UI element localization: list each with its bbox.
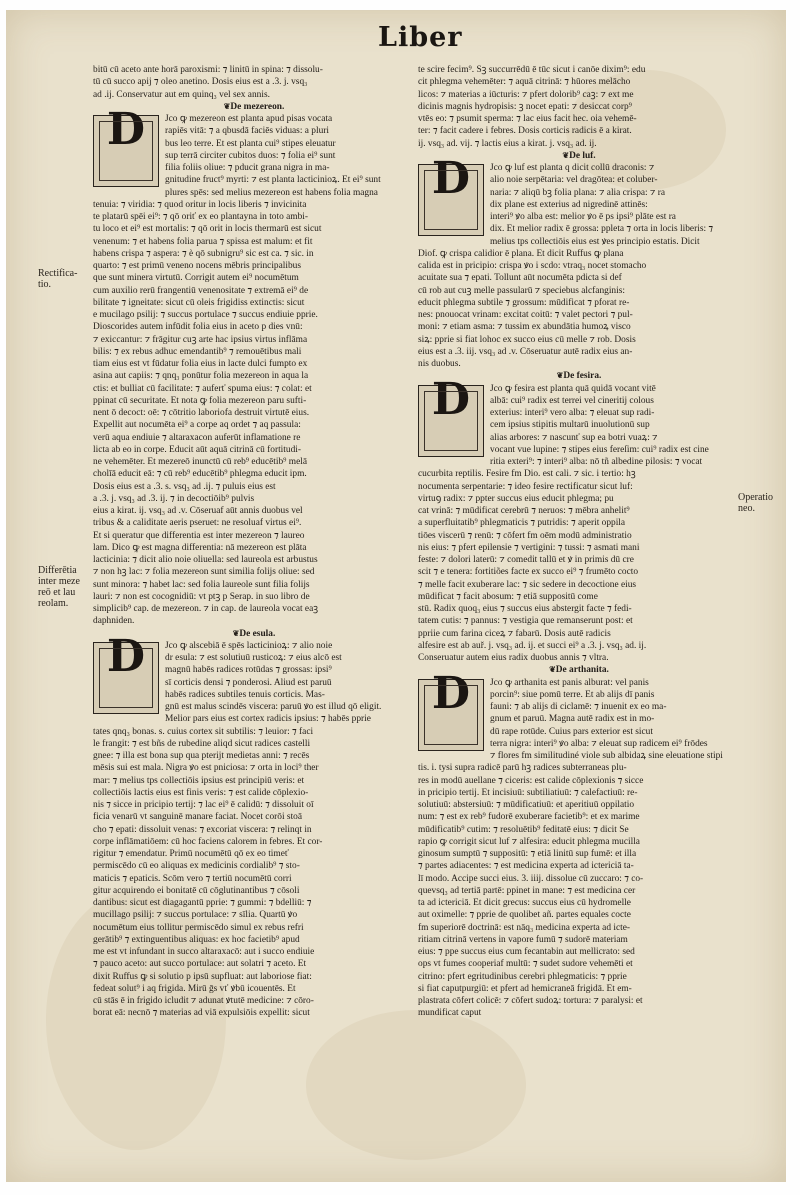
text-line: plastrata cōfert colicē: ⁊ cōfert sudoꝝ: tortura: ⁊ paralysi: et [418,996,643,1006]
text-line: sunt minora: ⁊ habet lac: sed folia laureole sunt filia folijs [93,579,310,590]
text-line: lam. Dico ꝙ est magna differentia: nā mezereon est plāta [93,542,307,553]
text-line: dr esula: ⁊ est solutiuū rusticoꝝ: ⁊ eius alcō est [165,653,342,663]
text-line: borat eā: necnō ⁊ materias ad viā expulsiōis expellit: sicut [93,1008,310,1019]
text-line: eius est a .3. iij. vsq₃ ad .v. Cōseruatur autē radix eius an- [418,346,633,357]
text-line: habens crispa ⁊ aspera: ⁊ è qō subnigru⁹ sic est ca. ⁊ sic. in [93,248,314,259]
text-line: si fiat caputpurgiū: et pfert ad hemicraneā frigidā. Et em- [418,983,632,994]
text-line: ritia exteri⁹: ⁊ interi⁹ alba: nō tñ albedine pilosis: ⁊ vocat [490,457,703,467]
section-heading-luf: ❦ De luf. [418,150,740,162]
text-line: lauri: ⁊ non est cocognidiū: vt ptꝫ p Serap. in suo libro de [93,591,310,602]
section-heading-mezereon: ❦ De mezereon. [93,101,415,113]
decorated-initial: D [93,642,159,714]
text-line: fm superiorē doctrinā: est nāq₃ medicina experta ad icte- [418,922,631,933]
text-line: feste: ⁊ dolori laterū: ⁊ comedit tallū et ꝟ in primis dū cre [418,555,634,565]
text-line: fauni: ⁊ ab alijs di ciclamē: ⁊ inuenit ex eo ma- [490,702,667,712]
text-line: siꝝ: pprie si fiat lohoc ex succo eius cū melle ⁊ rob. Dosis [418,334,636,345]
text-line: maticis ⁊ epaticis. Scōm vero ⁊ tertiū nocumētū corri [93,873,292,884]
text-line: tribus & a caliditate aeris pseruet: ne resoluaf virtus ei⁹. [93,518,302,529]
text-line: gnū est malus scindēs viscera: paruū ꝟo est illud qō eligit. [165,702,382,712]
text-line: cat vrinā: ⁊ mūdificat cerebrū ⁊ neruos: ⁊ mēbra anhelit⁹ [418,506,630,516]
text-line: bitū cū aceto ante horā paroxismi: ⁊ linitū in spina: ⁊ dissolu- [93,65,323,75]
text-line: mūdificatib⁹ cutim: ⁊ resoluētib⁹ feditatē eius: ⁊ dicit Se [418,824,629,835]
text-line: ctis: et bulliat cū facilitate: ⁊ auferť spuma eius: ⁊ colat: et [93,383,312,394]
section-text-mezereon [93,113,415,628]
text-line: terra nigra: interi⁹ ꝟo alba: ⁊ eleuat sup radicem ei⁹ frōdes [490,738,708,749]
text-line: le frangit: ⁊ est bñs de rubedine aliqd sicut radices castelli [93,738,311,749]
text-line: eius: ⁊ ppe succus eius cum fecantabin aut mellicrato: sed [418,947,635,957]
decorated-initial: D [418,164,484,236]
running-title: Liber [378,22,463,53]
text-line: cem ipsius stipitis multarū inuolutionū sup [490,420,650,431]
text-line: in pricipio tertij. Et incisiuū: subtiliatiuū: ⁊ calefactiuū: re- [418,787,638,798]
text-line: ⁊ pauco aceto: aut succo portulace: aut solatri ⁊ aceto. Et [93,959,307,970]
text-line: magnū habēs radices rotūdas ⁊ grossas: ipsi⁹ [165,665,332,676]
text-line: venenum: ⁊ et habens folia parua ⁊ spissa est malum: et fit [93,236,313,247]
text-line: res in modū auellane ⁊ ciceris: est calide cōplexionis ⁊ sicce [418,775,644,786]
text-line: citrino: pfert egritudinibus cerebri phlegmaticis: ⁊ pprie [418,971,627,982]
text-line: Dosis eius est a .3. s. vsq₃ ad .ij. ⁊ puluis eius est [93,481,276,492]
text-line: ij. vsq₃ ad. vij. ⁊ lactis eius a kirat. j. vsq₃ ad. ij. [418,138,597,149]
text-line: nocumenta serpentarie: ⁊ ideo fesire rectificatur sicut luf: [418,481,633,492]
decorated-initial: D [418,679,484,751]
text-line: ops vt fumes cooperiaf multū: ⁊ sudet sudore vehemēti et [418,959,633,970]
text-line: cū rob aut cuꝫ melle passularū ⁊ speciebus alcfanginis: [418,285,625,296]
text-line: aut oximelle: ⁊ pprie de quolibet añ. partes equales cocte [418,910,631,921]
text-line: ficia venarū vt sanguinē manare faciat. Nocet corōi stoā [93,812,303,823]
text-line: gerātib⁹ ⁊ extinguentibus aliquas: ex hoc facietib⁹ apud [93,934,300,945]
text-line: dix plane est exterius ad nigredinē attinēs: [490,199,648,210]
text-line: virtuꝯ radix: ⁊ ppter succus eius educit phlegma; pu [418,493,614,504]
text-line: ⁊ partes adiacentes: ⁊ est medicina experta ad ictericiā ta- [418,861,634,872]
text-line: tenuia: ⁊ viridia: ⁊ quod oritur in locis liberis ⁊ invicinita [93,199,307,210]
text-line: dix. Et melior radix ē grossa: ppleta ⁊ orta in locis liberis: ⁊ [490,224,714,235]
text-line: naria: ⁊ aliqū bꝫ folia plana: ⁊ alia crispa: ⁊ ra [490,187,665,198]
text-line: dixit Ruffus ꝙ si solutio p ipsū supfluat: aut laboriose fiat: [93,971,312,982]
text-line: permiscēdo cū eo aliquas ex medicinis cordialib⁹ ⁊ sto- [93,861,300,872]
text-line: tū cū succo apij ⁊ oleo anetino. Dosis eius est a .3. j. vsq₃ [93,77,308,88]
text-line: simplicib⁹ cap. de mezereon. ⁊ in cap. de laureola vocat eaꝫ [93,604,319,614]
decorated-initial: D [93,115,159,187]
text-line: cholīā educit eā: ⁊ cū reb⁹ educētib⁹ phlegma educit ipm. [93,469,307,480]
text-line: mēsis sui est mala. Nigra ꝟo est pniciosa: ⁊ orta in loci⁹ ther [93,763,319,774]
text-line: bus leo terre. Et est planta cui⁹ stipes eleuatur [165,138,336,149]
text-line: Jco ꝙ fesira est planta quā quidā vocant vitē [490,383,656,394]
text-line: num: ⁊ est ex reb⁹ fudorē exuberare facietib⁹: et ex marime [418,812,640,823]
text-line: ter: ⁊ facit cadere i febres. Dosis corticis radicis ē a kirat. [418,126,632,137]
text-line: tiam eius est vt fūdatur folia eius in lacte dulci fumpto ex [93,359,308,369]
text-line: Jco ꝙ luf est planta q dicit collū draconis: ⁊ [490,163,655,173]
text-line: gnum et paruū. Magna autē radix est in mo- [490,714,655,725]
text-line: bilitate ⁊ igneitate: sicut cū oleis frigidiss extinctis: sicut [93,297,305,308]
section-heading-esula: ❦ De esula. [93,628,415,640]
text-line: Et si queratur que differentia est inter mezereon ⁊ laureo [93,530,305,541]
text-line: ritiam citrinā vertens in vapore fumū ⁊ sudorē materiam [418,934,628,945]
text-line: melius tps collectiōis eius est ꝟes principio estatis. Dicit [490,236,700,247]
text-line: alio noie serpētaria: vel dragōtea: et coluber- [490,175,658,186]
text-line: Expellit aut nocumēta ei⁹ a corpe aq ordet ⁊ aq passula: [93,420,301,431]
text-line: cho ⁊ epati: dissoluit venas: ⁊ excoriat viscera: ⁊ relinqt in [93,824,312,835]
text-line: Melior pars eius est cortex radicis ipsius: ⁊ habēs pprie [165,714,371,725]
section-heading-fesira: ❦ De fesira. [418,370,740,382]
left-column [93,64,415,1020]
text-line: stū. Radix quoq₃ eius ⁊ succus eius abstergit facte ⁊ fedi- [418,604,632,614]
text-line: filia foliis oliue: ⁊ pducit grana nigra in ma- [165,163,330,173]
text-line: vtēs eo: ⁊ psumit sperma: ⁊ lac eius facit hec. oia vehemē- [418,114,637,124]
text-line: collectiōis lactis eius est finis veris: ⁊ est calide cōplexio- [93,787,309,798]
text-line: te scire fecim⁹. Sꝫ succurrēdū ē tūc sicut i canōe dixim⁹: edu [418,65,646,75]
text-line: tates qnq₃ bonas. s. cuius cortex sit subtilis: ⁊ leuior: ⁊ faci [93,726,314,737]
text-line: bilis: ⁊ ex rebus adhuc emendantib⁹ ⁊ remouētibus mali [93,346,302,357]
text-line: ta ad ictericiā. Et dicit grecus: succus eius cū hydromelle [418,898,631,908]
text-line: nis ⁊ sicce in pricipio tertij: ⁊ lac ei⁹ ē calidū: ⁊ dissoluit oī [93,800,314,810]
text-line: dū rape rotūde. Cuius pars exterior est sicut [490,726,653,737]
text-line: e mucilago psilij: ⁊ succus portulace ⁊ succus endiuie pprie. [93,310,318,320]
text-line: lī modo. Accipe succi eius. 3. iiij. dissolue cū zuccaro: ⁊ co- [418,873,644,884]
text-line: ⁊ exiccantur: ⁊ frāgitur cuꝫ arte hac ipsius virtus inflāma [93,334,308,345]
text-line: nes: pnouocat vrinam: excitat coitū: ⁊ valet pectori ⁊ pul- [418,310,633,320]
text-line: tiōes viscerū ⁊ renū: ⁊ cōfert fm oēm modū administratio [418,530,632,541]
text-line: cum auxilio rerū frangentiū venenositate ⁊ extremā ei⁹ de [93,285,309,296]
text-line: rapiēs vitā: ⁊ a qbusdā faciēs viduas: a pluri [165,126,329,137]
text-line: cit phlegma vehemēter: ⁊ aquā citrinā: ⁊ hūores melācho [418,77,631,88]
text-line: mundificat caput [418,1008,482,1019]
text-line: ppinat cū securitate. Et nota ꝙ folia mezereon paru sufti- [93,395,307,406]
text-line: asina aut capiis: ⁊ qnq₃ ponūtur folia mezereon in aqua la [93,371,309,382]
text-line: tatem cutis: ⁊ pannus: ⁊ vestigia que remanserunt post: et [418,616,633,627]
text-line: tu loco et ei⁹ est mortalis: ⁊ qō orit in locis thermarū est sicut [93,224,322,235]
text-line: a superfluitatib⁹ phlegmaticis ⁊ putridis: ⁊ aperit oppila [418,518,626,529]
section-heading-arthanita: ❦ De arthanita. [418,664,740,676]
text-line: ⁊ melle facit exuberare lac: ⁊ sic sedere in decoctione eius [418,579,637,590]
text-line: dantibus: sicut est diagagantū pprie: ⁊ gummi: ⁊ bdelliū: ⁊ [93,898,312,908]
right-intro-text [418,64,740,150]
text-line: Dioscorides autem infūdit folia eius in aceto p dies vnū: [93,322,303,333]
text-line: porcin⁹: siue pomū terre. Et ab alijs dī panis [490,689,655,700]
text-line: rapio ꝙ corrigit sicut luf ⁊ alfesira: educit phlegma mucilla [418,836,640,847]
text-line: tis. i. tysi supra radicē parū hꝫ radices subterraneas plu- [418,763,627,774]
text-line: nis duobus. [418,359,461,369]
text-line: eius a kirat. ij. vsq₃ ad .v. Cōseruaf aūt annis duobus vel [93,506,303,516]
text-line: gnee: ⁊ illa est bona sup qua pterijt medietas anni: ⁊ recēs [93,751,310,761]
text-line: vocant vue lupine: ⁊ stipes eius fereſim: cui⁹ radix est cine [490,444,709,455]
text-line: sī corticis densi ⁊ ponderosi. Aliud est paruū [165,677,332,688]
text-line: ppriie cum farina ciceꝝ ⁊ fabarū. Dosis autē radicis [418,628,611,639]
text-line: quarto: ⁊ est primū veneno nocens mēbris principalibus [93,261,301,271]
text-line: mucillago psilij: ⁊ succus portulace: ⁊ sīlia. Quartū ꝟo [93,910,298,921]
text-line: albā: cui⁹ radix est terrei vel cineritij colous [490,395,654,406]
text-line: ne vehemēter. Et mezereō inunctū cū reb⁹ educētib⁹ melā [93,457,307,467]
text-line: Conseruatur autem eius radix duobus annis ⁊ vltra. [418,653,609,663]
text-line: cū stās ē in frigido icludit ⁊ adunat ꝟtutē medicine: ⁊ cōro- [93,996,314,1006]
text-line: que sunt minera virtutū. Corrigit autem ei⁹ nocumētum [93,273,299,284]
text-line: Diof. ꝙ crispa calidior ē plana. Et dicit Ruffus ꝙ plana [418,248,624,259]
text-line: moni: ⁊ etiam asma: ⁊ tussim ex abundātia humoꝝ visco [418,322,631,333]
text-line: alias arbores: ⁊ nascunť sup ea botri vuaꝝ: ⁊ [490,432,658,443]
text-line: Jco ꝙ alscebiā ē spēs lacticinioꝝ: ⁊ alio noie [165,640,333,651]
text-line: cucurbita reptilis. Fesire fm Dio. est cali. ⁊ sic. i tertio: hꝫ [418,469,636,480]
text-line: acuitate sua ⁊ epati. Tollunt aūt nocumēta pdicta si def [418,273,622,284]
text-line: alfesire est ab auř. j. vsq₃ ad. ij. et succi ei⁹ a .3. j. vsq₃ ad. ij. [418,640,647,651]
text-line: Jco ꝙ arthanita est panis alburat: vel panis [490,677,649,688]
text-line: a .3. j. vsq₃ ad .3. ij. ⁊ in decoctiōib⁹ pulvis [93,493,255,504]
text-line: te platarū spēi ei⁹: ⁊ qō oriť ex eo plantayna in toto ambi- [93,212,308,222]
right-column [418,64,740,1020]
text-line: me est vt infundant in succo altaraxacō: aut i succo endiuie [93,947,315,957]
text-line: gitur acquirendo ei bonitatē cū cōglutinantibus ⁊ cōsoli [93,885,300,896]
decorated-initial: D [418,385,484,457]
text-line: dicinis magnis hydropisis: ꝫ nocet epati: ⁊ desiccat corp⁹ [418,101,632,112]
text-line: Jco ꝙ mezereon est planta apud pisas vocata [165,114,333,124]
text-line: educit phlegma subtile ⁊ grossum: mūdificat ⁊ pforat re- [418,297,630,308]
text-line: verū aqua endiuie ⁊ altaraxacon auferūt inflamatione re [93,432,301,443]
text-line: lacticinia: ⁊ dicit alio noie oliuella: sed laureola est arbustus [93,555,318,565]
margin-note-operatio: Operatio neo. [738,492,773,514]
text-line: sup terrā circiter cubitos duos: ⁊ folia ei⁹ sunt [165,150,336,161]
text-line: licos: ⁊ materias a iūcturis: ⁊ pfert dolorib⁹ caꝫ: ⁊ ext me [418,89,634,100]
text-line: corpe inflāmatiōem: cū hoc faciens calorem in febres. Et cor- [93,836,323,847]
text-line: interi⁹ ꝟo alba est: melior ꝟo ē ps ipsi⁹ plāte est ra [490,212,676,222]
margin-note-rectification: Rectifica- tio. [38,268,78,290]
margin-note-differentia: Differētia inter meze reō et lau reolam. [38,565,80,609]
text-line: ⁊ flores fm similitudiné viole sub albidaꝝ sine eleuatione stipi [490,751,723,761]
text-line: calida est in pricipio: crispa ꝟo i scdo: vtraq₃ nocet stomacho [418,261,647,271]
text-line: licta ab eo in corpe. Educit aūt aquā citrinā cū fortitudi- [93,444,301,455]
text-line: daphniden. [93,616,135,627]
text-line: ⁊ non hꝫ lac: ⁊ folia mezereon sunt similia folijs oliue: sed [93,567,315,578]
text-line: ginosum sumptū ⁊ suppositū: ⁊ etiā linitū sup fumē: et illa [418,849,637,859]
text-line: solutiuū: abstersiuū: ⁊ mūdificatiuū: et aperitiuū oppilatio [418,800,635,810]
text-line: rigitur ⁊ emendatur. Primū nocumētū qō ex eo timeť [93,849,289,859]
text-line: gnitudine fruct⁹ myrti: ⁊ est planta lacticinioꝝ. Et ei⁹ sunt [165,175,381,186]
text-line: nent ō decoct: oē: ⁊ cōtritio laboriofa destruit virtutē eius. [93,408,310,418]
text-line: mar: ⁊ melius tps collectiōis ipsius est principiū veris: et [93,775,305,786]
text-line: quevsq₃ ad tertiā partē: ppinet in mane: ⁊ est medicina cer [418,885,636,896]
text-line: plures spēs: sed melius mezereon est habens folia magna [165,187,378,198]
text-line: fedeat solut⁹ i aq frigida. Mirū ḡs vť ꝟbū icouentēs. Et [93,983,296,994]
text-line: nocumētum eius tollitur permiscēdo simul ex rebus refri [93,922,304,933]
text-line: scit ⁊ e tenera: fortitiões facte ex succo ei⁹ ⁊ frumēto cocto [418,567,639,578]
text-line: ad .ij. Conservatur aut em quinq₃ vel sex annis. [93,89,270,100]
text-line: nis eius: ⁊ pfert epilensie ⁊ vertigini: ⁊ tussi: ⁊ asmati mani [418,542,640,553]
text-line: exterius: interi⁹ vero alba: ⁊ eleuat sup radi- [490,408,655,418]
left-intro-text [93,64,415,101]
text-line: mūdificat ⁊ facit abosum: ⁊ etiā suppositū come [418,591,598,602]
text-line: habēs radices subtiles tenuis corticis. Mas- [165,689,325,700]
